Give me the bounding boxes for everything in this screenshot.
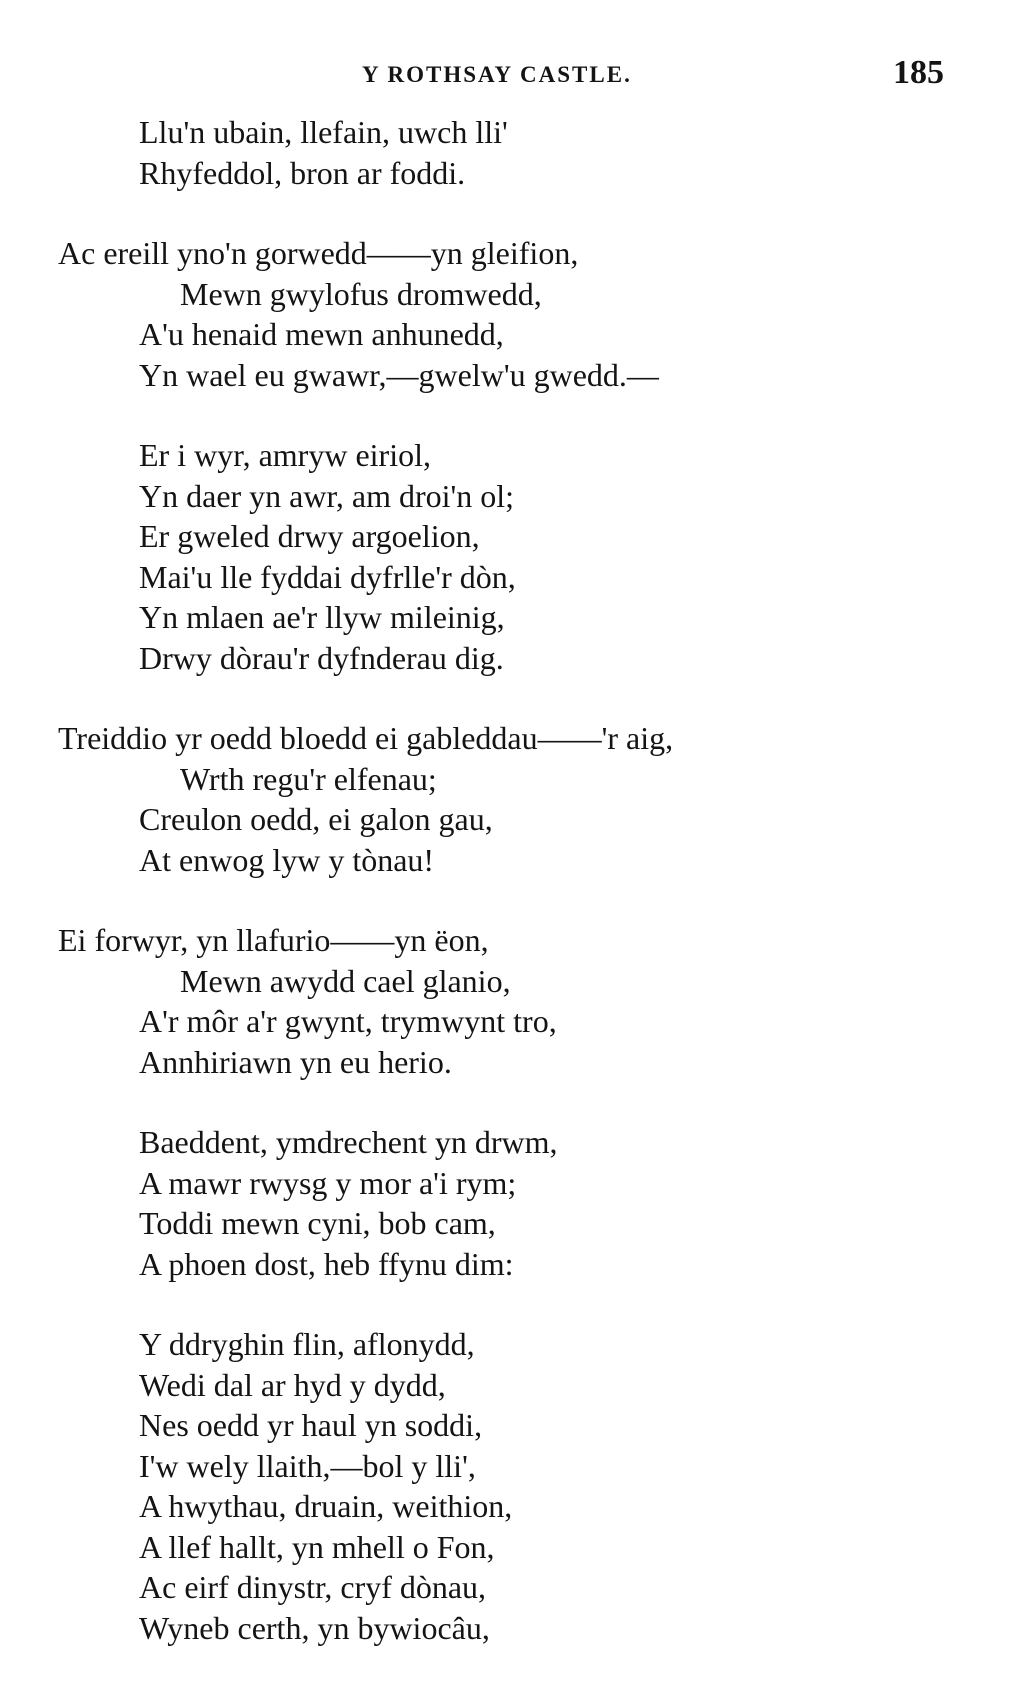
poem-line: Ac eirf dinystr, cryf dònau, — [139, 1569, 487, 1605]
poem-line: A hwythau, druain, weithion, — [139, 1488, 513, 1524]
poem-line: A'u henaid mewn anhunedd, — [139, 316, 504, 352]
poem-line: Mewn awydd cael glanio, — [180, 962, 511, 999]
poem-line: Llu'n ubain, llefain, uwch lli' — [139, 114, 508, 150]
poem-line: I'w wely llaith,—bol y lli', — [139, 1447, 476, 1484]
poem-line: At enwog lyw y tònau! — [139, 841, 435, 878]
poem-line: Yn daer yn awr, am droi'n ol; — [139, 477, 515, 514]
poem-line: Mai'u lle fyddai dyfrlle'r dòn, — [139, 558, 516, 595]
poem-line: Ei forwyr, yn llafurio——yn ëon, — [58, 922, 489, 958]
poem-line: A'r môr a'r gwynt, trymwynt tro, — [139, 1003, 557, 1039]
poem-line: Wyneb certh, yn bywiocâu, — [139, 1609, 490, 1646]
poem-line: Y ddryghin flin, aflonydd, — [139, 1326, 475, 1362]
poem-line: Creulon oedd, ei galon gau, — [139, 801, 493, 837]
stanza — [0, 920, 1015, 1082]
poem-line: Mewn gwylofus dromwedd, — [180, 275, 542, 312]
poem-line: Drwy dòrau'r dyfnderau dig. — [139, 639, 504, 676]
poem-line: A mawr rwysg y mor a'i rym; — [139, 1164, 517, 1201]
stanza — [0, 1122, 1015, 1284]
poem-line: Er gweled drwy argoelion, — [139, 518, 480, 554]
poem-line: Yn wael eu gwawr,—gwelw'u gwedd.— — [139, 356, 659, 393]
poem-line: Toddi mewn cyni, bob cam, — [139, 1205, 496, 1241]
stanza — [0, 1324, 1015, 1648]
running-title: Y ROTHSAY CASTLE. — [362, 62, 632, 87]
page-number: 185 — [893, 54, 944, 91]
poem-line: Baeddent, ymdrechent yn drwm, — [139, 1124, 558, 1160]
poem-line: Ac ereill yno'n gorwedd——yn gleifion, — [58, 235, 579, 271]
poem-line: Annhiriawn yn eu herio. — [139, 1043, 452, 1080]
poem-line: A phoen dost, heb ffynu dim: — [139, 1245, 514, 1282]
poem-line: Treiddio yr oedd bloedd ei gableddau——'r aig, — [58, 720, 674, 756]
poem-line: A llef hallt, yn mhell o Fon, — [139, 1528, 495, 1565]
poem-line: Er i wyr, amryw eiriol, — [139, 437, 431, 473]
poem-line: Rhyfeddol, bron ar foddi. — [139, 154, 466, 191]
stanza — [0, 718, 1015, 880]
running-head — [0, 54, 1015, 94]
poem-body — [0, 112, 1015, 1688]
poem-line: Wedi dal ar hyd y dydd, — [139, 1366, 446, 1403]
stanza — [0, 233, 1015, 395]
stanza — [0, 112, 1015, 193]
poem-line: Yn mlaen ae'r llyw mileinig, — [139, 599, 505, 635]
stanza — [0, 435, 1015, 678]
poem-line: Wrth regu'r elfenau; — [180, 760, 437, 797]
poem-line: Nes oedd yr haul yn soddi, — [139, 1407, 483, 1443]
